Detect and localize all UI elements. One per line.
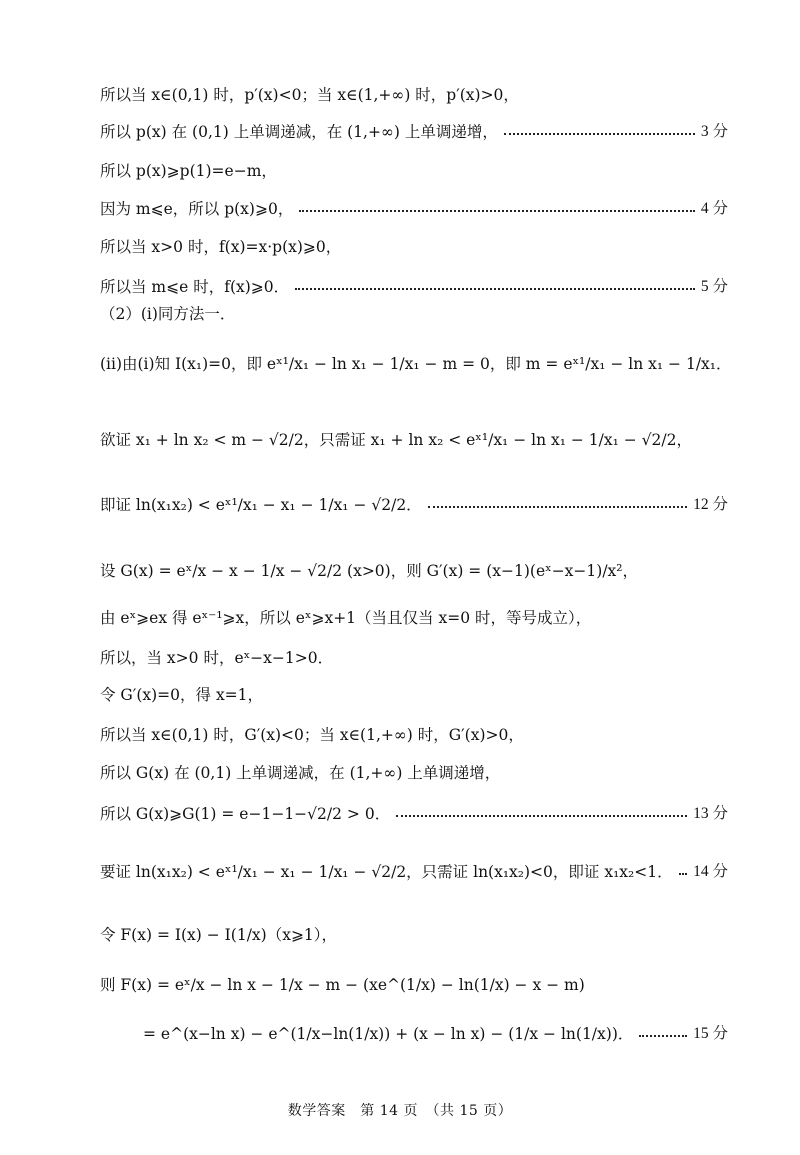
leader-dots <box>428 506 687 508</box>
leader-dots <box>639 1035 687 1037</box>
line-16 <box>100 762 728 784</box>
leader-dots <box>299 210 695 212</box>
line-8 <box>100 353 732 375</box>
line-text: (ii)由(i)知 I(x₁)=0，即 eˣ¹/x₁ − ln x₁ − 1/x₁ − m = 0，即 m = eˣ¹/x₁ − ln x₁ − 1/x₁． <box>100 355 732 373</box>
line-18 <box>100 861 728 883</box>
score-label: 5 分 <box>700 278 728 295</box>
line-text: 所以当 x>0 时，f(x)=x·p(x)⩾0， <box>100 238 342 256</box>
line-9 <box>100 429 728 451</box>
score-label: 15 分 <box>693 1025 728 1042</box>
line-text: 要证 ln(x₁x₂) < eˣ¹/x₁ − x₁ − 1/x₁ − √2/2，只需证 ln(x₁x₂)<0，即证 x₁x₂<1． <box>100 863 673 881</box>
line-text: 则 F(x) = eˣ/x − ln x − 1/x − m − (xe^(1/x) − ln(1/x) − x − m) <box>100 976 585 994</box>
line-text: 所以当 x∈(0,1) 时，p′(x)<0；当 x∈(1,+∞) 时，p′(x)>0， <box>100 86 519 104</box>
line-4 <box>100 198 728 220</box>
line-text: （2）(i)同方法一． <box>100 305 236 323</box>
line-7 <box>100 303 728 325</box>
line-15 <box>100 724 728 746</box>
score-label: 12 分 <box>693 496 728 513</box>
line-text: 所以 G(x) 在 (0,1) 上单调递减，在 (1,+∞) 上单调递增， <box>100 764 501 782</box>
line-5 <box>100 236 728 258</box>
line-2 <box>100 121 728 143</box>
line-12 <box>100 607 728 629</box>
line-text: 令 G′(x)=0，得 x=1， <box>100 686 264 704</box>
line-text: = e^(x−ln x) − e^(1/x−ln(1/x)) + (x − ln x) − (1/x − ln(1/x))． <box>143 1025 634 1043</box>
line-text: 所以 p(x)⩾p(1)=e−m， <box>100 162 277 180</box>
line-text: 所以 G(x)⩾G(1) = e−1−1−√2/2 > 0． <box>100 805 391 823</box>
line-1 <box>100 84 728 106</box>
leader-dots <box>679 873 688 875</box>
leader-dots <box>295 288 695 290</box>
score-label: 14 分 <box>693 863 728 880</box>
leader-dots <box>396 815 687 817</box>
score-label: 3 分 <box>700 123 728 140</box>
page-footer: 数学答案 第 14 页 （共 15 页） <box>287 1103 513 1119</box>
line-17 <box>100 803 728 825</box>
line-text: 所以当 x∈(0,1) 时，G′(x)<0；当 x∈(1,+∞) 时，G′(x)>0， <box>100 726 524 744</box>
line-text: 即证 ln(x₁x₂) < eˣ¹/x₁ − x₁ − 1/x₁ − √2/2． <box>100 496 422 514</box>
line-6 <box>100 276 728 298</box>
line-text: 由 eˣ⩾ex 得 eˣ⁻¹⩾x，所以 eˣ⩾x+1（当且仅当 x=0 时，等号成立）， <box>100 609 592 627</box>
line-text: 所以，当 x>0 时，eˣ−x−1>0． <box>100 649 334 667</box>
line-10 <box>100 494 728 516</box>
leader-dots <box>504 133 695 135</box>
line-3 <box>100 160 728 182</box>
line-14 <box>100 684 728 706</box>
line-text: 设 G(x) = eˣ/x − x − 1/x − √2/2 (x>0)，则 G′(x) = (x−1)(eˣ−x−1)/x²， <box>100 562 638 580</box>
line-text: 所以当 m⩽e 时，f(x)⩾0． <box>100 278 290 296</box>
line-21 <box>143 1023 728 1045</box>
score-label: 4 分 <box>700 200 728 217</box>
line-11 <box>100 560 728 582</box>
line-text: 令 F(x) = I(x) − I(1/x)（x⩾1）， <box>100 926 338 944</box>
line-text: 所以 p(x) 在 (0,1) 上单调递减，在 (1,+∞) 上单调递增， <box>100 123 498 141</box>
line-20 <box>100 974 728 996</box>
line-13 <box>100 647 728 669</box>
line-text: 因为 m⩽e，所以 p(x)⩾0， <box>100 200 294 218</box>
line-text: 欲证 x₁ + ln x₂ < m − √2/2，只需证 x₁ + ln x₂ < eˣ¹/x₁ − ln x₁ − 1/x₁ − √2/2， <box>100 431 692 449</box>
score-label: 13 分 <box>693 805 728 822</box>
line-19 <box>100 924 728 946</box>
